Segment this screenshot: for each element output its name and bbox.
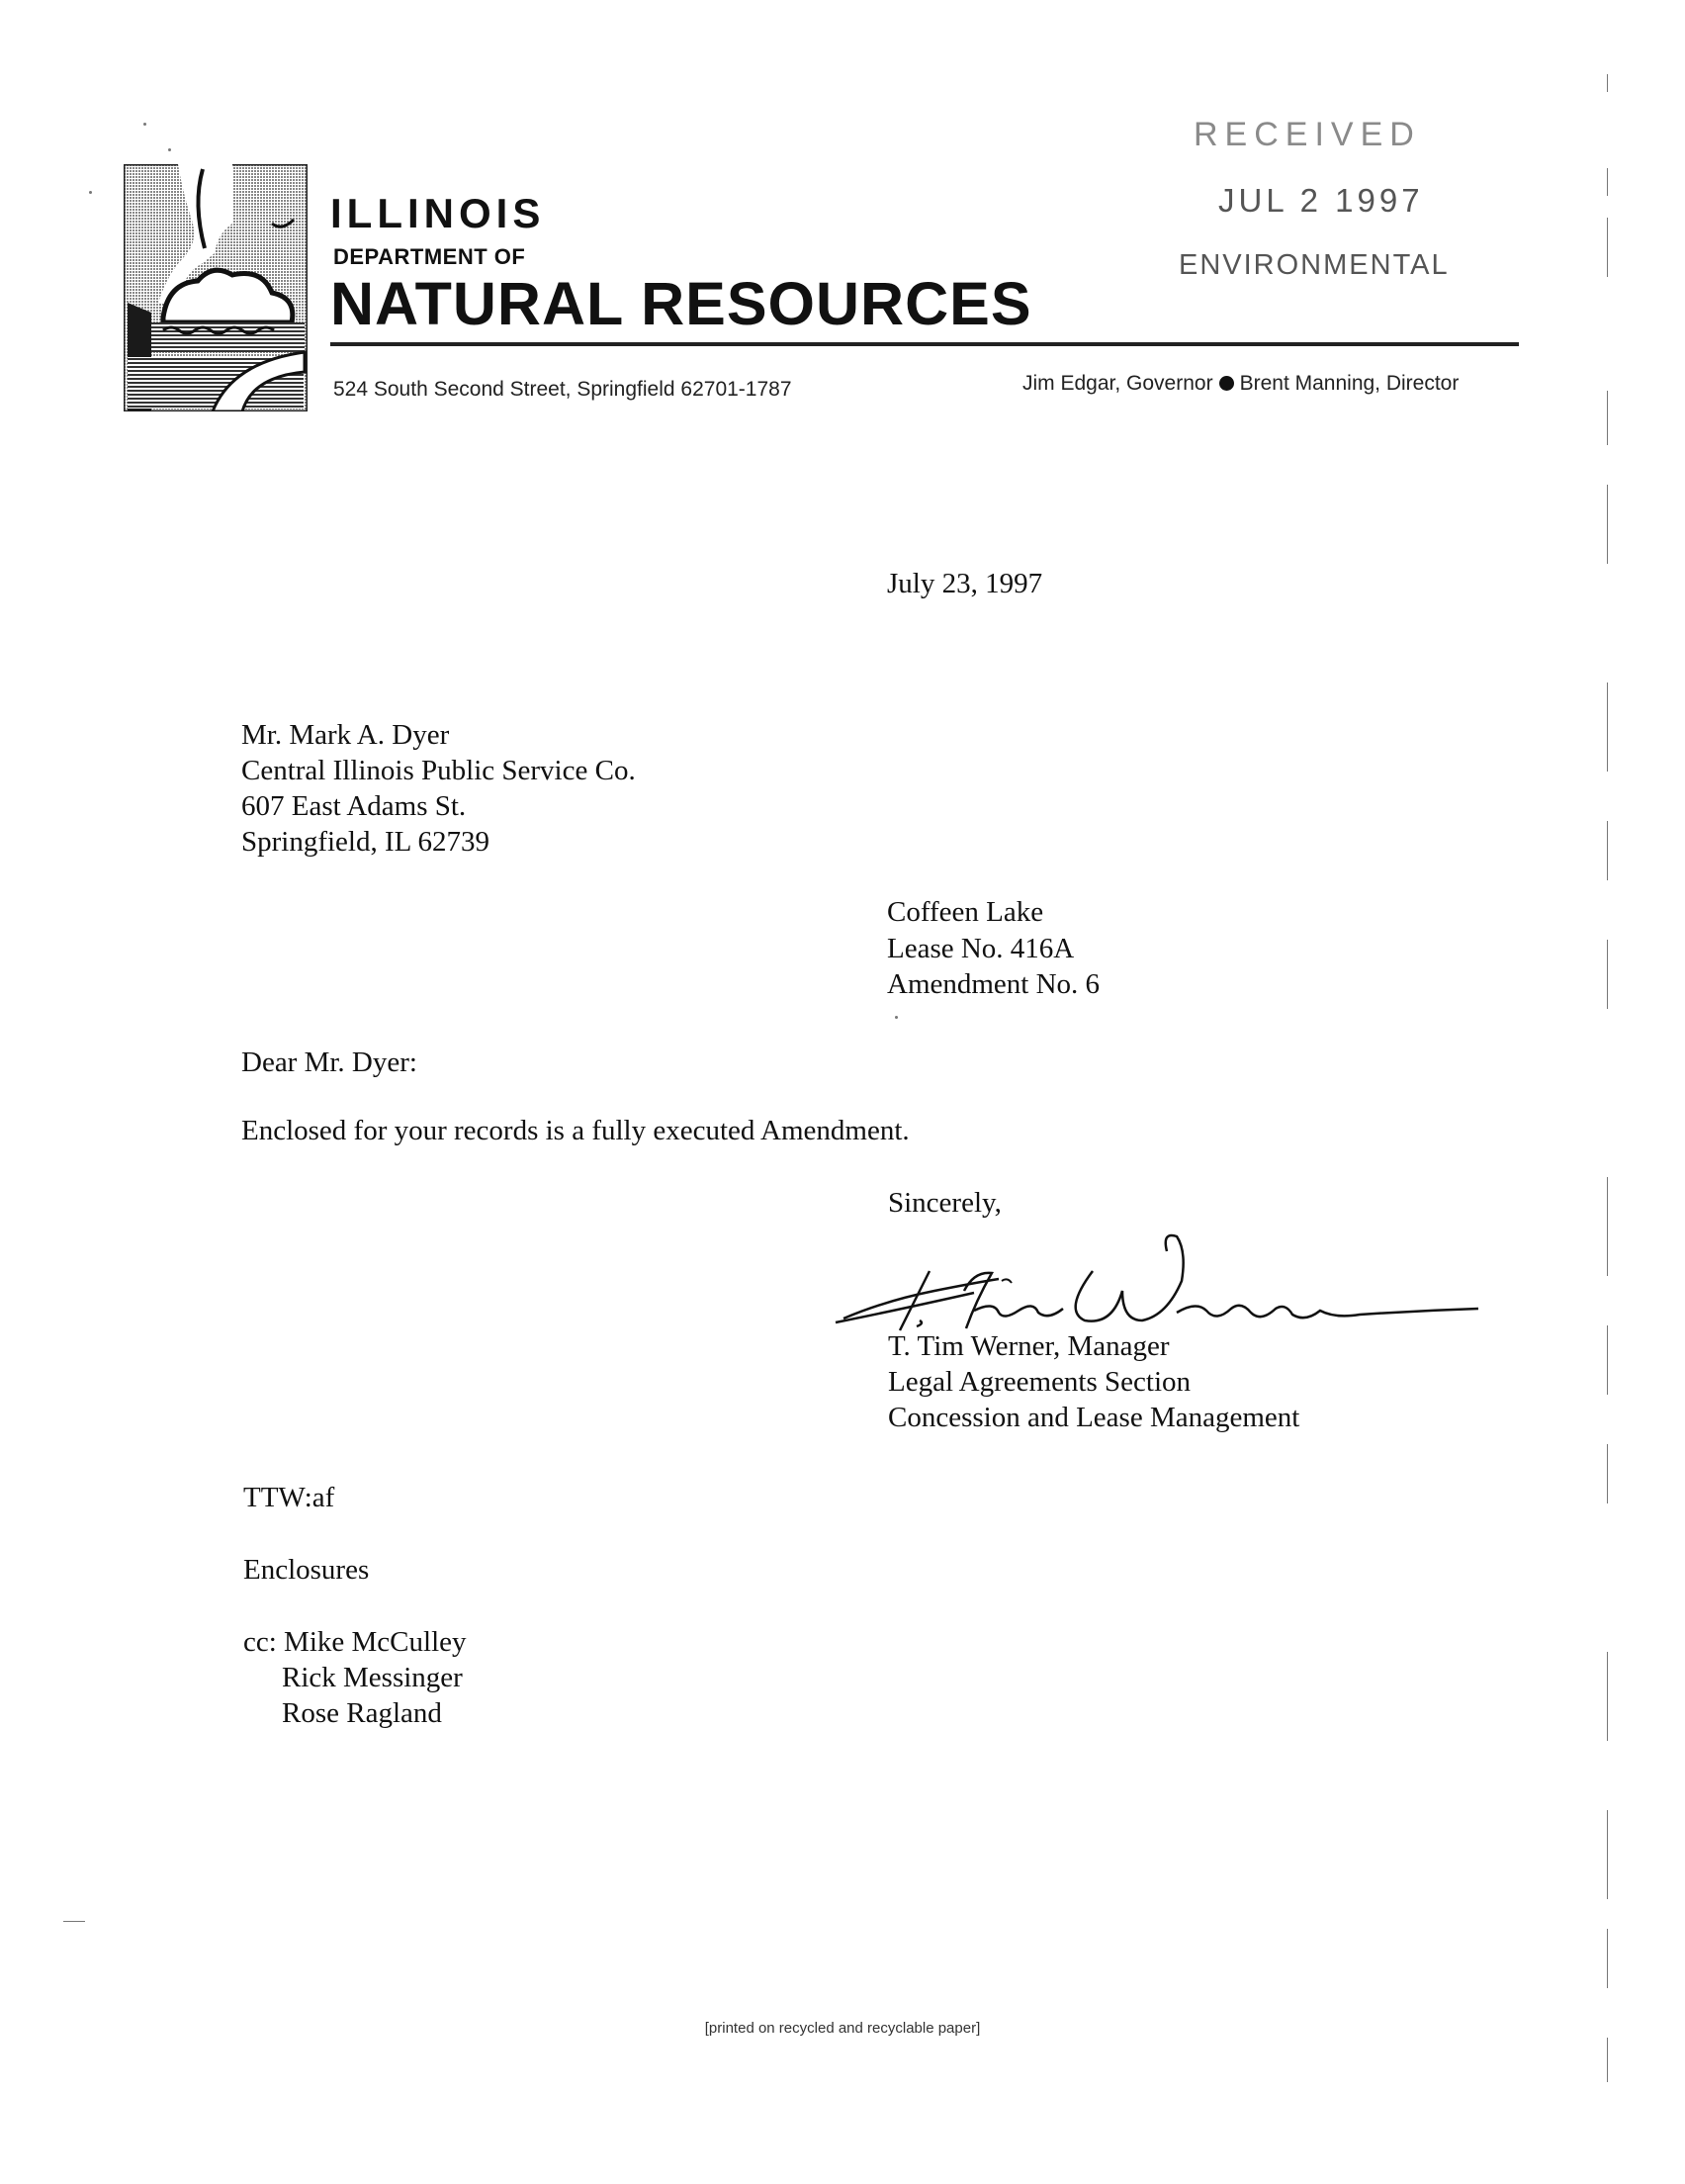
enclosures: Enclosures: [243, 1554, 370, 1586]
salutation: Dear Mr. Dyer:: [241, 1046, 417, 1078]
letterhead-rule: [330, 342, 1519, 346]
reference-line: Amendment No. 6: [887, 968, 1101, 1000]
cc-line: cc: Mike McCulley: [243, 1626, 467, 1658]
director-name: Brent Manning, Director: [1239, 372, 1460, 395]
department-logo: [124, 164, 308, 411]
cc-line: Rick Messinger: [282, 1662, 463, 1693]
scan-mark: [89, 191, 92, 194]
scan-mark: [1607, 168, 1608, 196]
recipient-line: 607 East Adams St.: [241, 790, 467, 822]
scan-mark: [1607, 2038, 1608, 2082]
scan-mark: [1607, 821, 1608, 880]
governor-name: Jim Edgar, Governor: [1022, 372, 1213, 395]
scan-mark: [1607, 218, 1608, 277]
footer-note: [printed on recycled and recyclable paper]: [704, 2020, 981, 2037]
scan-mark: [1607, 1810, 1608, 1899]
stamp-date: JUL 2 1997: [1218, 182, 1424, 219]
scan-mark: [1607, 940, 1608, 1009]
recipient-line: Central Illinois Public Service Co.: [241, 755, 636, 786]
scan-mark: [1607, 1929, 1608, 1988]
letterhead-department-of: DEPARTMENT OF: [333, 244, 526, 269]
recipient-line: Springfield, IL 62739: [241, 826, 490, 858]
scan-mark: [63, 1921, 85, 1922]
scan-mark: [168, 148, 171, 151]
stamp-received: RECEIVED: [1194, 116, 1421, 153]
cc-line: Rose Ragland: [282, 1697, 442, 1729]
letterhead-address: 524 South Second Street, Springfield 62701-1787: [333, 378, 792, 401]
signatory-line: Concession and Lease Management: [888, 1402, 1300, 1433]
scan-mark: [1607, 74, 1608, 92]
scan-mark: [1607, 1325, 1608, 1395]
letter-date: July 23, 1997: [887, 568, 1043, 599]
letterhead-state: ILLINOIS: [330, 190, 546, 236]
scan-mark: [143, 123, 146, 126]
scan-mark: [1607, 1177, 1608, 1276]
reference-line: Coffeen Lake: [887, 896, 1044, 928]
recipient-line: Mr. Mark A. Dyer: [241, 719, 450, 751]
signatory-line: Legal Agreements Section: [888, 1366, 1192, 1398]
closing: Sincerely,: [888, 1187, 1002, 1219]
scan-mark: [1607, 682, 1608, 772]
typist-initials: TTW:af: [243, 1482, 335, 1513]
scan-mark: [1607, 485, 1608, 564]
bullet-icon: [1219, 376, 1234, 391]
scan-mark: [1607, 1444, 1608, 1503]
scan-mark: [895, 1016, 898, 1019]
reference-line: Lease No. 416A: [887, 933, 1075, 964]
signatory-line: T. Tim Werner, Manager: [888, 1330, 1170, 1362]
letterhead-officials: [1022, 372, 1459, 396]
letterhead-department-name: NATURAL RESOURCES: [330, 270, 1032, 337]
scan-mark: [1607, 391, 1608, 445]
stamp-department: ENVIRONMENTAL: [1179, 249, 1450, 281]
scan-mark: [1607, 1652, 1608, 1741]
letter-body: Enclosed for your records is a fully executed Amendment.: [241, 1115, 910, 1146]
